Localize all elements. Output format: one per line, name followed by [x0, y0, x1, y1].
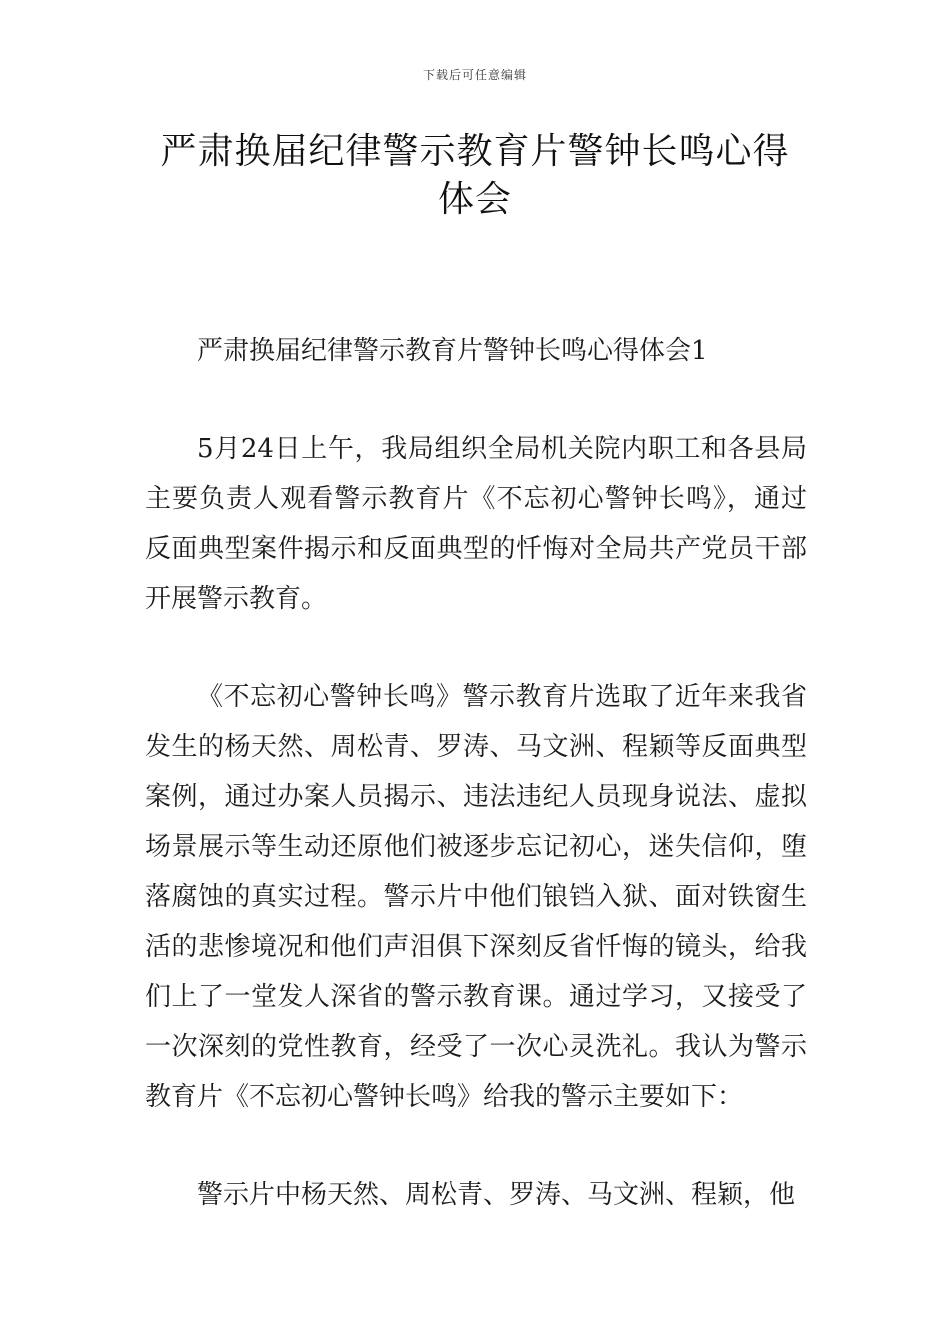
- section-subheading: 严肃换届纪律警示教育片警钟长鸣心得体会1: [197, 336, 708, 366]
- header-note: 下载后可任意编辑: [422, 68, 527, 82]
- paragraph-3: 警示片中杨天然、周松青、罗涛、马文洲、程颖，他: [197, 1180, 796, 1210]
- document-title: 严肃换届纪律警示教育片警钟长鸣心得体会: [160, 131, 790, 220]
- paragraph-1: 5月24日上午，我局组织全局机关院内职工和各县局主要负责人观看警示教育片《不忘初心警钟长鸣》，通过反面典型案件揭示和反面典型的忏悔对全局共产党员干部开展警示教育。: [145, 434, 807, 614]
- paragraph-2: 《不忘初心警钟长鸣》警示教育片选取了近年来我省发生的杨天然、周松青、罗涛、马文洲、程颖等反面典型案例，通过办案人员揭示、违法违纪人员现身说法、虚拟场景展示等生动还原他们被逐步忘记初心，迷失信仰，堕落腐蚀的真实过程。警示片中他们锒铛入狱、面对铁窗生活的悲惨境况和他们声泪俱下深刻反省忏悔的镜头，给我们上了一堂发人深省的警示教育课。通过学习，又接受了一次深刻的党性教育，经受了一次心灵洗礼。我认为警示教育片《不忘初心警钟长鸣》给我的警示主要如下：: [145, 682, 807, 1112]
